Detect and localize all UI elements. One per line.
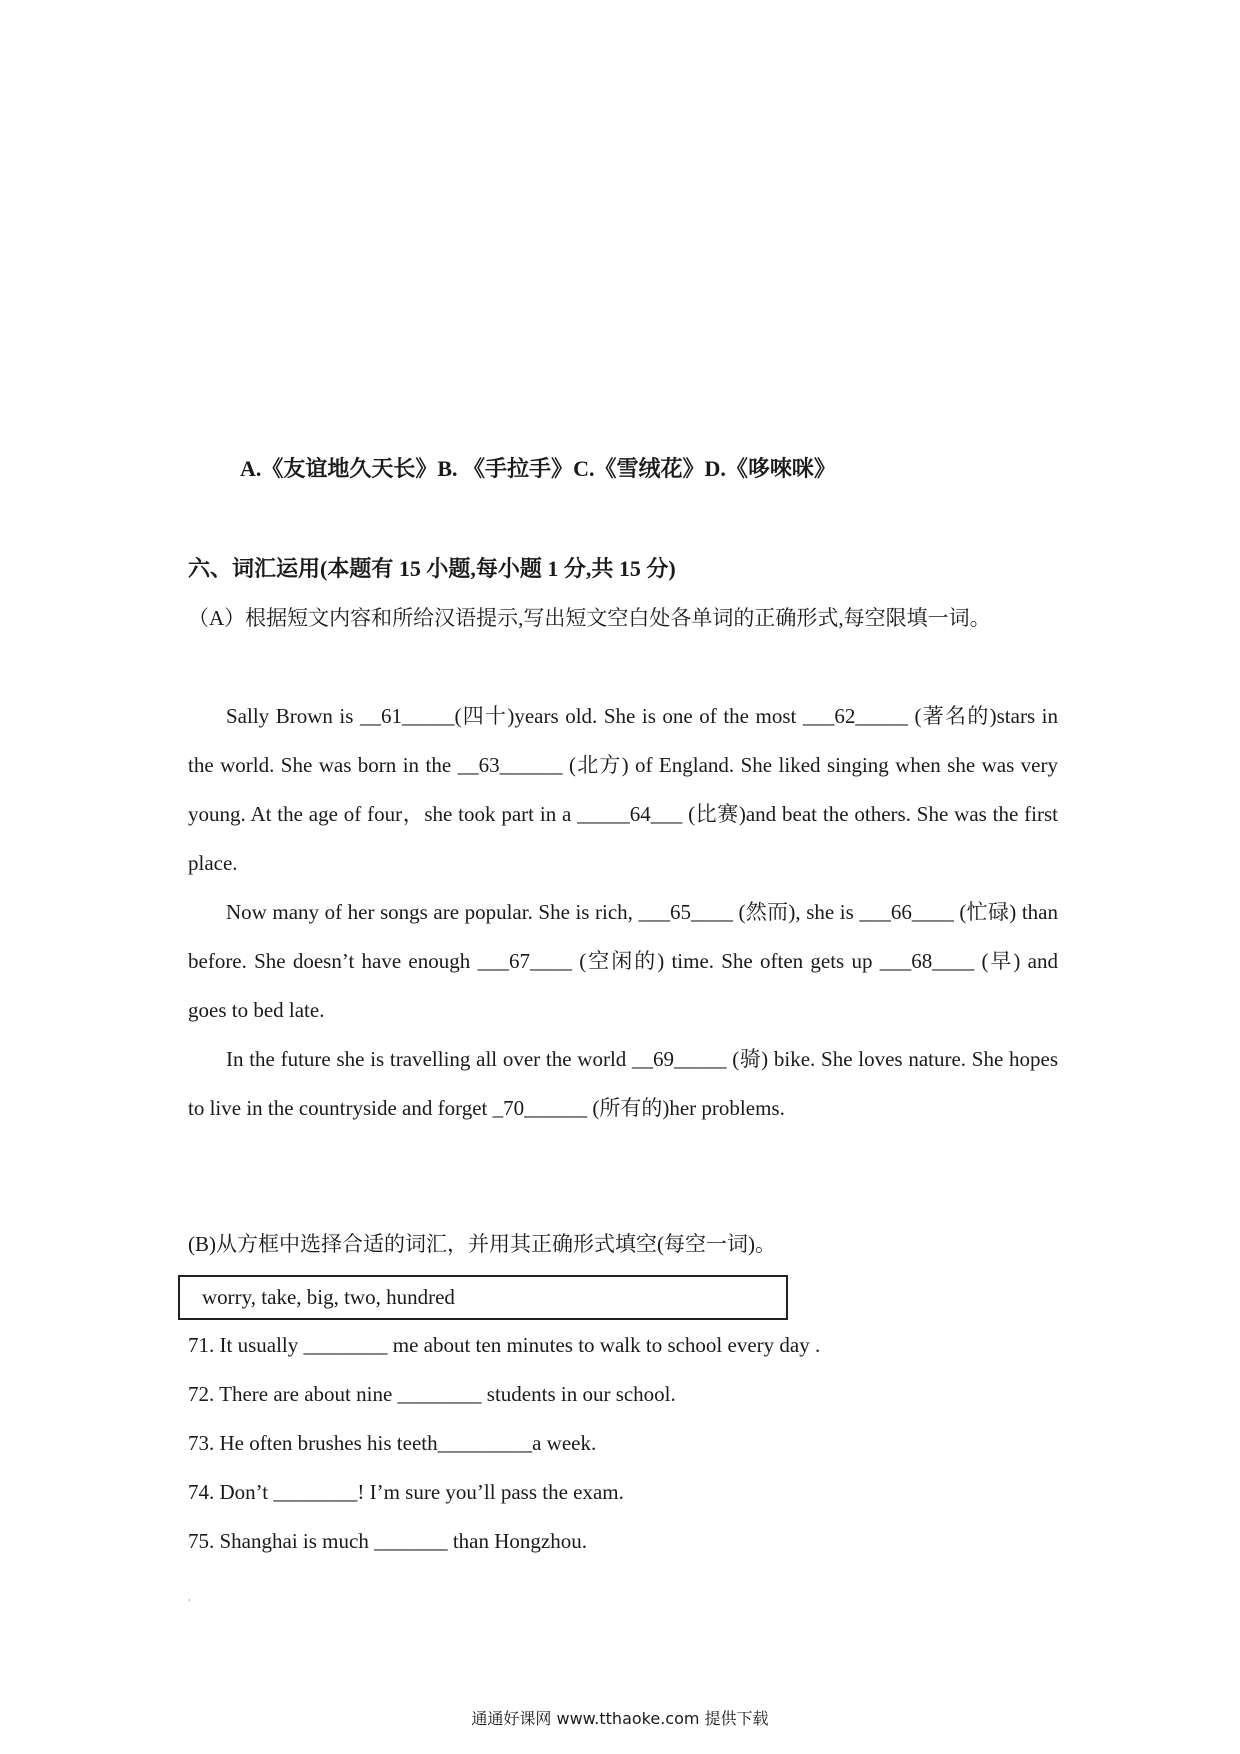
footer-watermark: 通通好课网 www.tthaoke.com 提供下载	[471, 1709, 769, 1728]
question-72: 72. There are about nine ________ students in our school.	[188, 1382, 676, 1406]
section-title: 六、词汇运用(本题有 15 小题,每小题 1 分,共 15 分)	[188, 556, 676, 581]
answer-options-line: A.《友谊地久天长》B. 《手拉手》C.《雪绒花》D.《哆唻咪》	[240, 456, 836, 481]
question-75: 75. Shanghai is much _______ than Hongzhou.	[188, 1529, 587, 1553]
passage-paragraph-1: Sally Brown is __61_____(四十)years old. She is one of the most ___62_____ (著名的)stars in the world. She was born in the __63______ (北方) of England. She liked singing when she was very young. At the age of four，she took part in a _____64___ (比赛)and beat the others. She was the first place.	[188, 704, 1058, 875]
part-a-instruction: （A）根据短文内容和所给汉语提示,写出短文空白处各单词的正确形式,每空限填一词。	[188, 606, 991, 630]
word-box: worry, take, big, two, hundred	[178, 1275, 788, 1320]
passage-paragraph-3: In the future she is travelling all over the world __69_____ (骑) bike. She loves nature. She hopes to live in the countryside and forget _70______ (所有的)her problems.	[188, 1047, 1058, 1120]
question-71: 71. It usually ________ me about ten minutes to walk to school every day .	[188, 1333, 821, 1357]
question-74: 74. Don’t ________! I’m sure you’ll pass the exam.	[188, 1480, 624, 1504]
stray-mark: ·	[188, 1596, 191, 1605]
question-73: 73. He often brushes his teeth_________a week.	[188, 1431, 597, 1455]
passage-paragraph-2: Now many of her songs are popular. She is rich, ___65____ (然而), she is ___66____ (忙碌) than before. She doesn’t have enough ___67____ (空闲的) time. She often gets up ___68____ (早) and goes to bed late.	[188, 900, 1058, 1022]
part-b-instruction: (B)从方框中选择合适的词汇，并用其正确形式填空(每空一词)。	[188, 1232, 776, 1256]
